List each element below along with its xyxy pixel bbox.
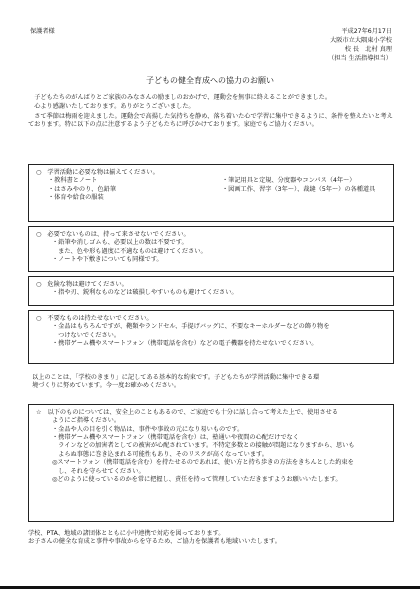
- issuer-block: [328, 28, 392, 64]
- circle-icon: ○: [36, 231, 42, 238]
- notice-box-dangerous-items: ○ 危険な物は避けてください。 ・指や刃、鋭利なものなどは破損しやすいものも避けてください。: [28, 276, 394, 306]
- page-title: 子どもの健全育成への協力のお願い: [146, 76, 274, 85]
- rules-explanation: 以上のことは、「学校のきまり」に記してある基本的な約束です。子どもたちが学習活動に集中できる環 境づくりに努めています。今一度お確かめください。: [32, 374, 320, 390]
- contact-line: （担当 生活指導担当）: [328, 54, 392, 62]
- circle-icon: ○: [36, 169, 42, 176]
- closing-paragraph: 学校、PTA、地域の諸団体とともに小中連携で対応を図っております。 お子さんの健全な育成と事件や事故からを守るため、ご協力を保護者も地域いいたします。: [28, 530, 281, 546]
- school-name: 大阪市立大隅東小学校: [330, 36, 392, 44]
- issue-date: 平成27年6月17日: [341, 28, 392, 35]
- intro-paragraph: 子どもたちのがんばりとご家族のみなさんの励ましのおかげで、運動会を無事に終えることができました。 心より感謝いたしております。ありがとうございました。 さて季節は梅雨を迎えました。運動会で高揚した気持ちを静め、落ち着いた心で学習に集中できるように、条件を整えたいと考えております。特に以下の点に注意するよう子どもたちに呼びかけております。家庭でもご協力ください。: [28, 94, 393, 129]
- supplies-list: ・教科書とノート ・筆記用具と定規、分度器やコンパス（4年～） ・はさみやのり、色鉛筆 ・図画工作、習字（3年～）、裁縫（5年～）の各種道具 ・体育や給食の服装: [48, 177, 376, 202]
- circle-icon: ○: [36, 281, 42, 288]
- notice-box-supplies: ○ 学習活動に必要な物は揃えてください。 ・教科書とノート ・筆記用具と定規、分度器やコンパス（4年～） ・はさみやのり、色鉛筆 ・図画工作、習字（3年～）、裁縫（5年～）の各種道具 ・体育や給食の服装: [28, 164, 394, 222]
- star-icon: ☆: [36, 409, 42, 416]
- notice-box-safety-and-phones: ☆ 以下のものについては、安全上のこともあるので、ご家庭でも十分に話し合って考えた上で、使用させる ようにご指導ください。 ・金品や人の目を引く物品は、事件や事故の元になり易いものです。 ・携帯ゲーム機やスマートフォン（携帯電話を含む）は、塾通いや夜間の心配だけでなく ラインなどの加害者としての被害が心配されています。不特定多数との接触が問題になりますから、思いも よらぬ事態に巻き込まれる可能性もあり、そのリスクが高くなっています。 ◎スマートフォン（携帯電話を含む）を持たせるのであれば、使い方と持ち歩きの方法をきちんとした約束を し、それを守らせてください。 ◎どのように使っているのかを常に把握し、責任を持って管理していただきますようお願いいたします。: [28, 404, 394, 522]
- circle-icon: ○: [36, 315, 42, 322]
- notice-box-unnecessary-items: ○ 不要なものは持たせないでください。 ・金品はもちろんですが、鞄類やランドセル、手提げバッグに、不要なキーホルダーなどの飾り物を つけないでください。 ・携帯ゲーム機やスマートフォン（携帯電話を含む）などの電子機器を持たせないでください。: [28, 310, 394, 364]
- principal-line: 校 長 北村 真理: [344, 45, 392, 53]
- notice-box-required-items: ○ 必要でないものは、持って来させないでください。 ・鉛筆や消しゴムも、必要以上の数は不要です。 また、色や形も過度に不適なものは避けてください。 ・ノートや下敷きについても同様です。: [28, 226, 394, 272]
- recipient: 保護者様: [30, 28, 55, 35]
- page-bottom-rule: [0, 586, 420, 589]
